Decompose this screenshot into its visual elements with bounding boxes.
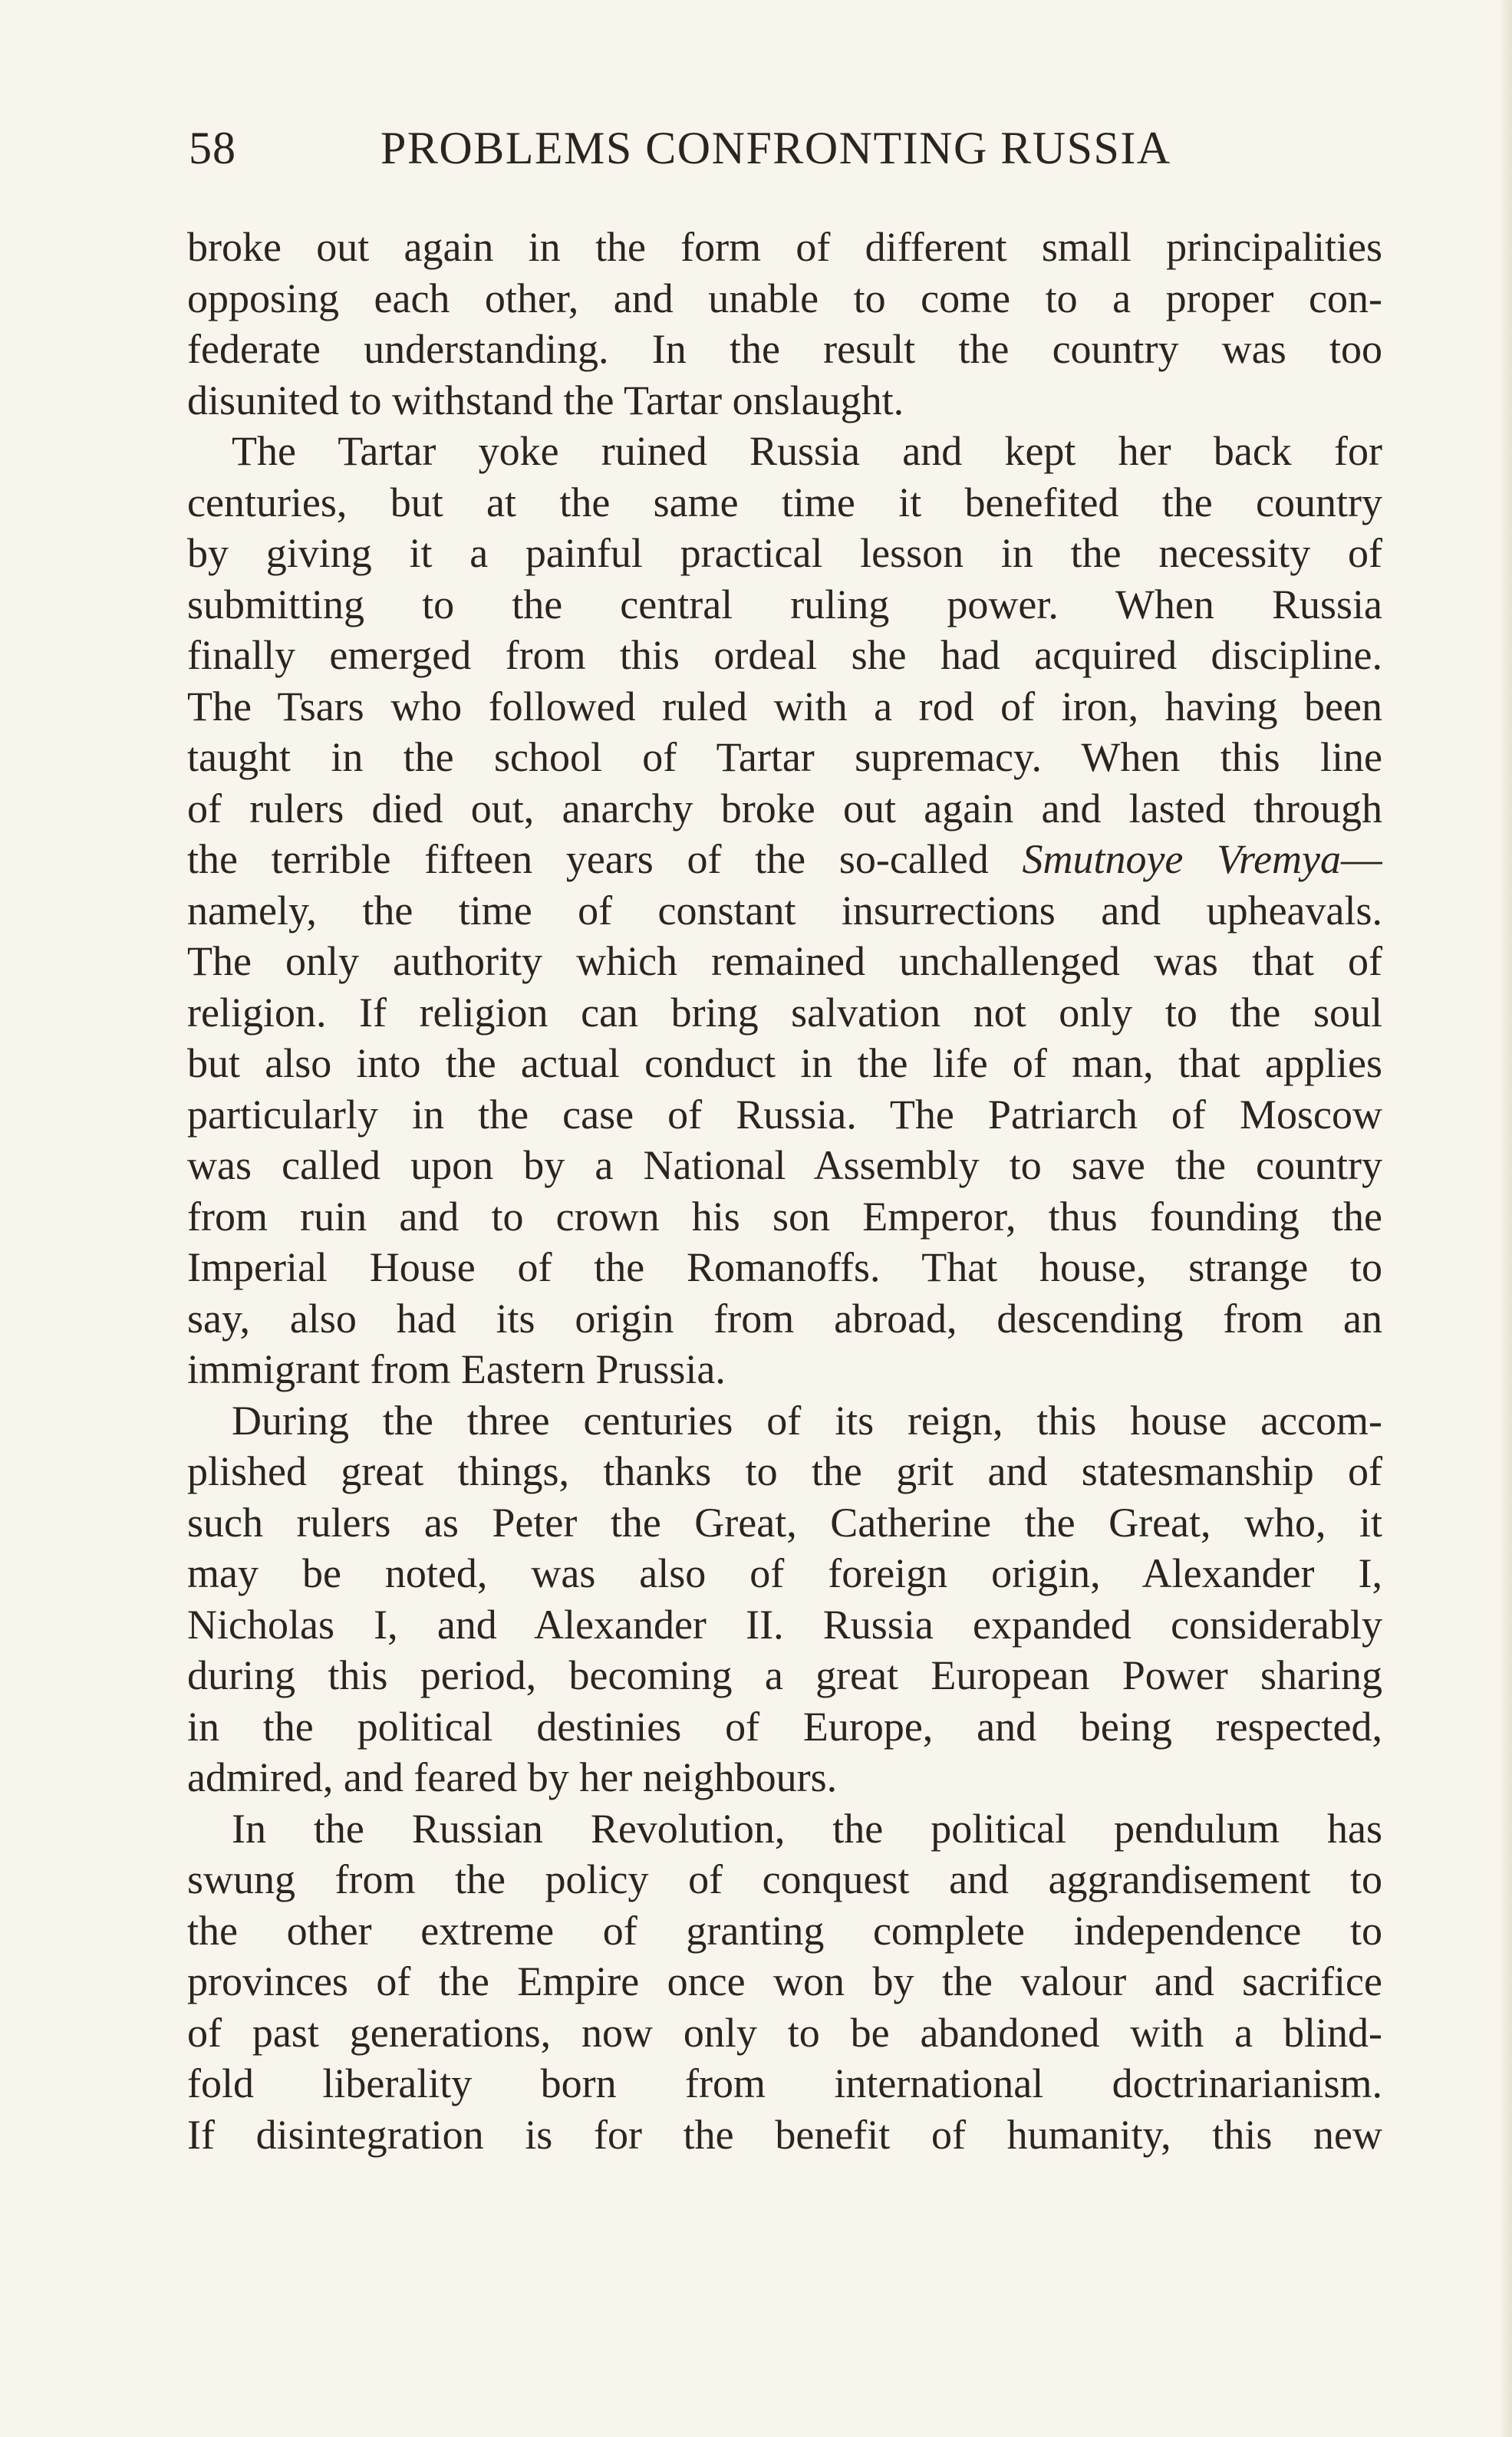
text-line: the other extreme of granting complete independence to bbox=[187, 1907, 1382, 1954]
text-line: may be noted, was also of foreign origin, Alexander I, bbox=[187, 1550, 1382, 1596]
text-line: finally emerged from this ordeal she had acquired discipline. bbox=[187, 632, 1382, 678]
text-line: plished great things, thanks to the grit and statesmanship of bbox=[187, 1448, 1382, 1494]
text-line: The only authority which remained unchallenged was that of bbox=[187, 938, 1382, 984]
text-line: but also into the actual conduct in the life of man, that applies bbox=[187, 1040, 1382, 1086]
text-line: immigrant from Eastern Prussia. bbox=[187, 1346, 726, 1392]
text-line: particularly in the case of Russia. The Patriarch of Moscow bbox=[187, 1091, 1382, 1138]
running-title: PROBLEMS CONFRONTING RUSSIA bbox=[380, 123, 1171, 173]
text-line: say, also had its origin from abroad, descending from an bbox=[187, 1295, 1382, 1342]
text-line: If disintegration is for the benefit of humanity, this new bbox=[187, 2111, 1382, 2158]
italic-term: Smutnoye Vremya bbox=[1022, 836, 1342, 882]
text-run: — bbox=[1341, 836, 1382, 882]
text-line: by giving it a painful practical lesson in the necessity of bbox=[187, 530, 1382, 576]
running-head bbox=[189, 114, 1209, 183]
text-line: During the three centuries of its reign, this house accom- bbox=[232, 1397, 1382, 1444]
text-line: of rulers died out, anarchy broke out again and lasted through bbox=[187, 785, 1382, 832]
text-line: namely, the time of constant insurrections and upheavals. bbox=[187, 887, 1382, 934]
text-line: disunited to withstand the Tartar onslaught. bbox=[187, 377, 904, 423]
text-run: the terrible fifteen years of the so-called bbox=[187, 836, 1023, 882]
text-line: centuries, but at the same time it benefited the country bbox=[187, 479, 1382, 525]
text-line: opposing each other, and unable to come to a proper con- bbox=[187, 275, 1382, 321]
text-line: The Tsars who followed ruled with a rod of iron, having been bbox=[187, 683, 1382, 729]
text-line: admired, and feared by her neighbours. bbox=[187, 1754, 838, 1800]
page-edge-shadow bbox=[1498, 0, 1512, 2437]
text-line: federate understanding. In the result the country was too bbox=[187, 326, 1382, 372]
text-line: during this period, becoming a great European Power sharing bbox=[187, 1652, 1382, 1698]
page-number: 58 bbox=[189, 123, 236, 173]
text-line: submitting to the central ruling power. When Russia bbox=[187, 581, 1382, 627]
text-line: swung from the policy of conquest and aggrandisement to bbox=[187, 1856, 1382, 1902]
text-line: Imperial House of the Romanoffs. That house, strange to bbox=[187, 1244, 1382, 1290]
text-line: The Tartar yoke ruined Russia and kept her back for bbox=[232, 428, 1382, 474]
text-line: fold liberality born from international doctrinarianism. bbox=[187, 2060, 1382, 2106]
body-text bbox=[187, 222, 1382, 2160]
text-line: In the Russian Revolution, the political pendulum has bbox=[232, 1805, 1382, 1852]
text-line: Nicholas I, and Alexander II. Russia expanded considerably bbox=[187, 1601, 1382, 1648]
text-line: of past generations, now only to be abandoned with a blind- bbox=[187, 2009, 1382, 2056]
text-line: religion. If religion can bring salvation not only to the soul bbox=[187, 989, 1382, 1036]
text-line: was called upon by a National Assembly to save the country bbox=[187, 1142, 1382, 1188]
text-line: such rulers as Peter the Great, Catherine the Great, who, it bbox=[187, 1499, 1382, 1546]
text-line: in the political destinies of Europe, and being respected, bbox=[187, 1703, 1382, 1750]
text-line-with-italic bbox=[187, 834, 1382, 885]
text-line: from ruin and to crown his son Emperor, thus founding the bbox=[187, 1193, 1382, 1240]
text-line: provinces of the Empire once won by the valour and sacrifice bbox=[187, 1958, 1382, 2004]
text-line: taught in the school of Tartar supremacy. When this line bbox=[187, 734, 1382, 780]
text-line: broke out again in the form of different small principalities bbox=[187, 224, 1382, 270]
